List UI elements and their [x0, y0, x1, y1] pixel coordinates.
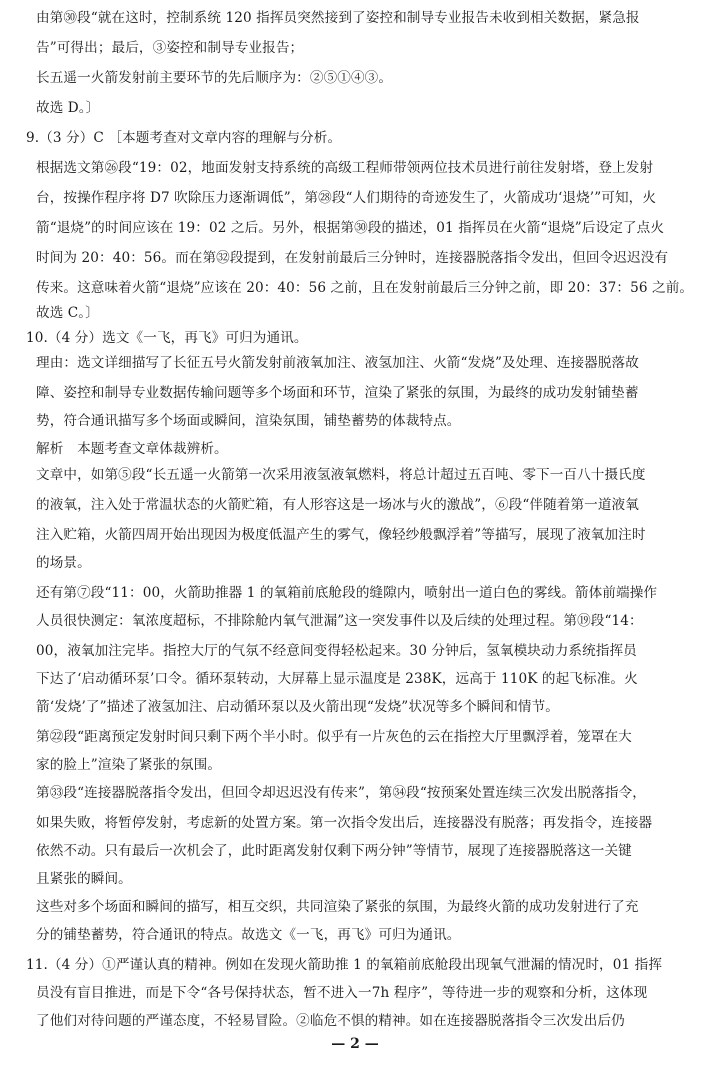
- text-line: 告”可得出；最后，③姿控和制导专业报告；: [36, 40, 304, 56]
- text-line: 文章中，如第⑤段“长五遥一火箭第一次采用液氢液氧燃料，将总计超过五百吨、零下一百八十摄氏度: [36, 467, 646, 483]
- text-line: 人员很快测定：氧浓度超标，不排除舱内氧气泄漏”这一突发事件以及后续的处理过程。第⑲段“14：: [36, 613, 643, 629]
- text-line: 注入贮箱，火箭四周开始出现因为极度低温产生的雾气，像轻纱般飘浮着”等描写，展现了液氧加注时: [36, 527, 646, 543]
- question-11-heading: 11.（4 分）①严谨认真的精神。例如在发现火箭助推 1 的氧箱前底舱段出现氧气泄漏的情况时，01 指挥: [26, 957, 663, 973]
- text-line: 的液氧，注入处于常温状态的火箭贮箱，有人形容这是一场冰与火的激战”，⑥段“伴随着第一道液氧: [36, 497, 639, 513]
- analysis-label: 解析 本题考查文章体裁辨析。: [36, 441, 228, 457]
- text-line: 障、姿控和制导专业数据传输问题等多个场面和环节，渲染了紧张的氛围，为最终的成功发射铺垫蓄: [36, 385, 639, 401]
- text-line: 箭“退烧”的时间应该在 19：02 之后。另外，根据第㉚段的描述，01 指挥员在火箭“退烧”后设定了点火: [36, 220, 665, 236]
- question-9-heading: 9.（3 分）C ［本题考查对文章内容的理解与分析。: [26, 130, 342, 146]
- text-line: 家的脸上”渲染了紧张的氛围。: [36, 757, 222, 773]
- text-line: 第㉒段“距离预定发射时间只剩下两个半小时。似乎有一片灰色的云在指控大厅里飘浮着，笼罩在大: [36, 729, 632, 745]
- text-line: 第㉝段“连接器脱落指令发出，但回令却迟迟没有传来”，第㉞段“按预案处置连续三次发出脱落指令，: [36, 785, 646, 801]
- text-line: 由第㉚段“就在这时，控制系统 120 指挥员突然接到了姿控和制导专业报告未收到相关数据，紧急报: [36, 10, 640, 26]
- text-line: 了他们对待问题的严谨态度，不轻易冒险。②临危不惧的精神。如在连接器脱落指令三次发出后仍: [36, 1013, 625, 1029]
- text-line: 如果失败，将暂停发射，考虑新的处置方案。第一次指令发出后，连接器没有脱落；再发指令，连接器: [36, 815, 653, 831]
- text-line: 的场景。: [36, 555, 91, 571]
- text-line: 且紧张的瞬间。: [36, 871, 132, 887]
- text-line: 分的铺垫蓄势，符合通讯的特点。故选文《一飞，再飞》可归为通讯。: [36, 927, 461, 943]
- text-line: 根据选文第㉖段“19：02，地面发射支持系统的高级工程师带领两位技术员进行前往发射塔，登上发射: [36, 160, 654, 176]
- text-line: 员没有盲目推进，而是下令“各号保持状态，暂不进入一7h 程序”，等待进一步的观察和分析，这体现: [36, 985, 648, 1001]
- text-line: 还有第⑦段“11：00，火箭助推器 1 的氧箱前底舱段的缝隙内，喷射出一道白色的雾线。箭体前端操作: [36, 585, 658, 601]
- page-number: — 2 —: [331, 1036, 379, 1052]
- text-line: 这些对多个场面和瞬间的描写，相互交织，共同渲染了紧张的氛围，为最终火箭的成功发射进行了充: [36, 899, 639, 915]
- text-line: 00，液氧加注完毕。指控大厅的气氛不经意间变得轻松起来。30 分钟后，氢氧模块动力系统指挥员: [36, 643, 637, 659]
- text-line: 故选 D。〕: [36, 100, 100, 116]
- text-line: 长五遥一火箭发射前主要环节的先后顺序为：②⑤①④③。: [36, 70, 393, 86]
- text-line: 台，按操作程序将 D7 吹除压力逐渐调低”，第㉘段“人们期待的奇迹发生了，火箭成功‘退烧’”可知，火: [36, 190, 657, 206]
- question-10-heading: 10.（4 分）选文《一飞，再飞》可归为通讯。: [26, 330, 308, 346]
- text-line: 势，符合通讯描写多个场面或瞬间，渲染氛围，铺垫蓄势的体裁特点。: [36, 413, 461, 429]
- text-line: 依然不动。只有最后一次机会了，此时距离发射仅剩下两分钟”等情节，展现了连接器脱落这一关键: [36, 843, 632, 859]
- text-line: 箭‘发烧’了”描述了液氢加注、启动循环泵以及火箭出现“发烧”状况等多个瞬间和情节。: [36, 699, 559, 715]
- text-line: 理由：选文详细描写了长征五号火箭发射前液氧加注、液氢加注、火箭“发烧”及处理、连接器脱落故: [36, 355, 639, 371]
- text-line: 时间为 20：40：56。而在第㉜段提到，在发射前最后三分钟时，连接器脱落指令发出，但回令迟迟没有: [36, 250, 669, 266]
- text-line: 下达了‘启动循环泵’口令。循环泵转动，大屏幕上显示温度是 238K，远高于 110K 的起飞标准。火: [36, 671, 638, 687]
- text-line: 故选 C。〕: [36, 305, 99, 321]
- text-line: 传来。这意味着火箭“退烧”应该在 20：40：56 之前，且在发射前最后三分钟之前，即 20：37：56 之前。: [36, 280, 694, 296]
